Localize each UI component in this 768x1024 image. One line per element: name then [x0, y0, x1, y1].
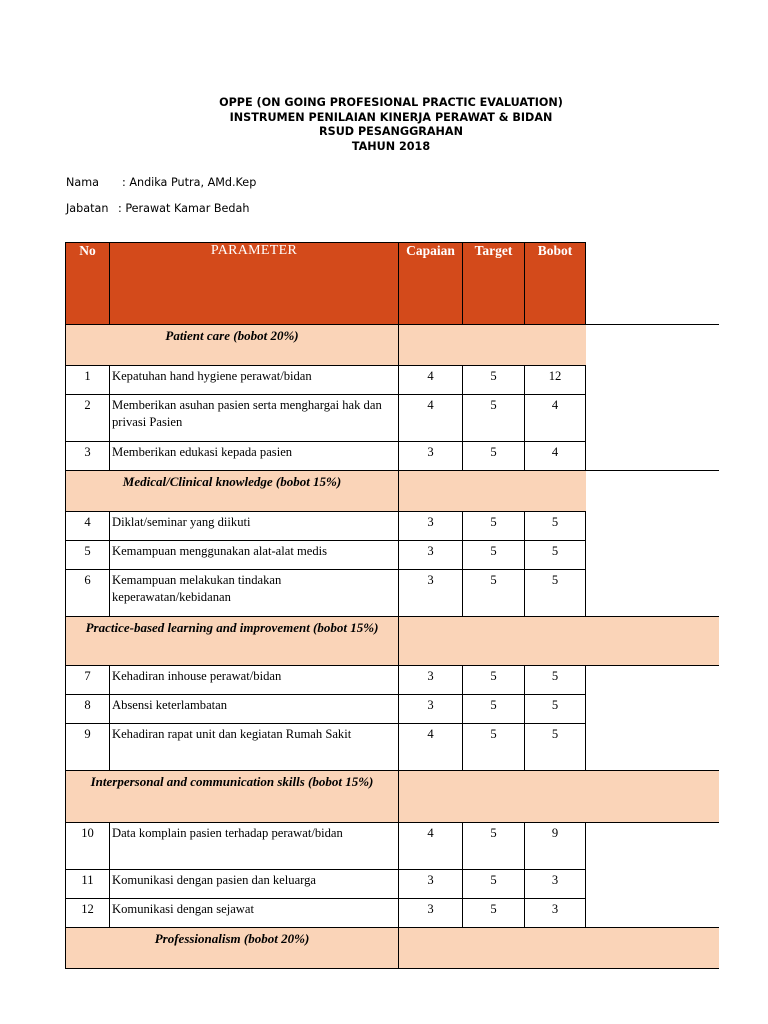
header-bobot: Bobot: [525, 243, 586, 325]
row-target: 5: [463, 899, 525, 928]
row-target: 5: [463, 442, 525, 471]
row-no: 1: [66, 366, 110, 395]
row-no: 8: [66, 695, 110, 724]
row-spacer: [586, 666, 719, 695]
row-spacer: [586, 870, 719, 899]
row-spacer: [586, 823, 719, 870]
info-nama: [66, 176, 256, 189]
jabatan-value: : Perawat Kamar Bedah: [118, 202, 250, 215]
row-spacer: [586, 724, 719, 771]
header-parameter: PARAMETER: [110, 243, 399, 325]
document-title: [0, 96, 768, 154]
title-line-1: OPPE (ON GOING PROFESIONAL PRACTIC EVALUATION): [219, 96, 563, 109]
row-parameter: Komunikasi dengan sejawat: [110, 899, 399, 928]
title-line-4: TAHUN 2018: [351, 139, 431, 153]
row-parameter: Memberikan asuhan pasien serta menghargai hak dan privasi Pasien: [110, 395, 399, 442]
section-fill: [399, 325, 586, 366]
row-no: 11: [66, 870, 110, 899]
row-capaian: 3: [399, 541, 463, 570]
header-target: Target: [463, 243, 525, 325]
row-bobot: 3: [525, 899, 586, 928]
row-capaian: 3: [399, 695, 463, 724]
table-row: [66, 724, 719, 771]
row-bobot: 5: [525, 512, 586, 541]
table-row: [66, 512, 719, 541]
row-no: 9: [66, 724, 110, 771]
row-capaian: 3: [399, 666, 463, 695]
row-parameter: Kehadiran inhouse perawat/bidan: [110, 666, 399, 695]
row-spacer: [586, 695, 719, 724]
header-capaian: Capaian: [399, 243, 463, 325]
row-bobot: 12: [525, 366, 586, 395]
row-no: 4: [66, 512, 110, 541]
row-no: 3: [66, 442, 110, 471]
row-spacer: [586, 395, 719, 442]
row-no: 10: [66, 823, 110, 870]
section-row: [66, 771, 719, 823]
section-fill: [399, 771, 719, 823]
section-title: Interpersonal and communication skills (bobot 15%): [66, 771, 399, 823]
section-row: [66, 471, 719, 512]
row-target: 5: [463, 724, 525, 771]
section-spacer: [586, 471, 719, 512]
title-line-2: INSTRUMEN PENILAIAN KINERJA PERAWAT & BIDAN: [229, 110, 553, 124]
row-target: 5: [463, 366, 525, 395]
row-no: 5: [66, 541, 110, 570]
row-spacer: [586, 442, 719, 471]
table-row: [66, 870, 719, 899]
section-row: [66, 928, 719, 969]
row-target: 5: [463, 870, 525, 899]
row-bobot: 5: [525, 570, 586, 617]
row-spacer: [586, 899, 719, 928]
row-target: 5: [463, 570, 525, 617]
row-capaian: 4: [399, 724, 463, 771]
info-jabatan: [66, 202, 249, 215]
section-title: Patient care (bobot 20%): [66, 325, 399, 366]
section-row: [66, 325, 719, 366]
row-parameter: Kemampuan menggunakan alat-alat medis: [110, 541, 399, 570]
row-no: 6: [66, 570, 110, 617]
row-parameter: Komunikasi dengan pasien dan keluarga: [110, 870, 399, 899]
row-parameter: Memberikan edukasi kepada pasien: [110, 442, 399, 471]
row-parameter: Absensi keterlambatan: [110, 695, 399, 724]
row-spacer: [586, 512, 719, 541]
row-capaian: 4: [399, 395, 463, 442]
section-fill: [399, 471, 586, 512]
section-title: Medical/Clinical knowledge (bobot 15%): [66, 471, 399, 512]
section-title: Practice-based learning and improvement (bobot 15%): [66, 617, 399, 666]
table-row: [66, 395, 719, 442]
row-bobot: 5: [525, 541, 586, 570]
section-spacer: [586, 325, 719, 366]
header-spacer: [586, 243, 719, 325]
row-capaian: 4: [399, 823, 463, 870]
table-header-row: [66, 243, 719, 325]
evaluation-table: [65, 242, 719, 969]
row-spacer: [586, 366, 719, 395]
row-capaian: 4: [399, 366, 463, 395]
row-parameter: Data komplain pasien terhadap perawat/bidan: [110, 823, 399, 870]
table-row: [66, 442, 719, 471]
row-parameter: Diklat/seminar yang diikuti: [110, 512, 399, 541]
row-no: 2: [66, 395, 110, 442]
nama-label: Nama: [66, 176, 99, 189]
header-no: No: [66, 243, 110, 325]
section-fill: [399, 617, 719, 666]
table-row: [66, 570, 719, 617]
title-line-3: RSUD PESANGGRAHAN: [319, 125, 463, 139]
row-target: 5: [463, 823, 525, 870]
table-row: [66, 823, 719, 870]
row-target: 5: [463, 512, 525, 541]
row-capaian: 3: [399, 570, 463, 617]
row-bobot: 5: [525, 695, 586, 724]
row-capaian: 3: [399, 442, 463, 471]
row-target: 5: [463, 695, 525, 724]
table-row: [66, 541, 719, 570]
row-capaian: 3: [399, 870, 463, 899]
row-target: 5: [463, 666, 525, 695]
table-row: [66, 366, 719, 395]
row-parameter: Kemampuan melakukan tindakan keperawatan/kebidanan: [110, 570, 399, 617]
row-spacer: [586, 541, 719, 570]
row-bobot: 4: [525, 395, 586, 442]
table-row: [66, 695, 719, 724]
jabatan-label: Jabatan: [66, 202, 109, 215]
nama-value: : Andika Putra, AMd.Kep: [122, 176, 257, 189]
row-capaian: 3: [399, 899, 463, 928]
row-no: 7: [66, 666, 110, 695]
section-fill: [399, 928, 719, 969]
row-target: 5: [463, 541, 525, 570]
section-row: [66, 617, 719, 666]
row-target: 5: [463, 395, 525, 442]
table-row: [66, 666, 719, 695]
row-bobot: 5: [525, 666, 586, 695]
row-bobot: 9: [525, 823, 586, 870]
row-parameter: Kehadiran rapat unit dan kegiatan Rumah Sakit: [110, 724, 399, 771]
row-bobot: 4: [525, 442, 586, 471]
table-row: [66, 899, 719, 928]
row-no: 12: [66, 899, 110, 928]
row-bobot: 3: [525, 870, 586, 899]
row-spacer: [586, 570, 719, 617]
section-title: Professionalism (bobot 20%): [66, 928, 399, 969]
row-bobot: 5: [525, 724, 586, 771]
row-parameter: Kepatuhan hand hygiene perawat/bidan: [110, 366, 399, 395]
row-capaian: 3: [399, 512, 463, 541]
